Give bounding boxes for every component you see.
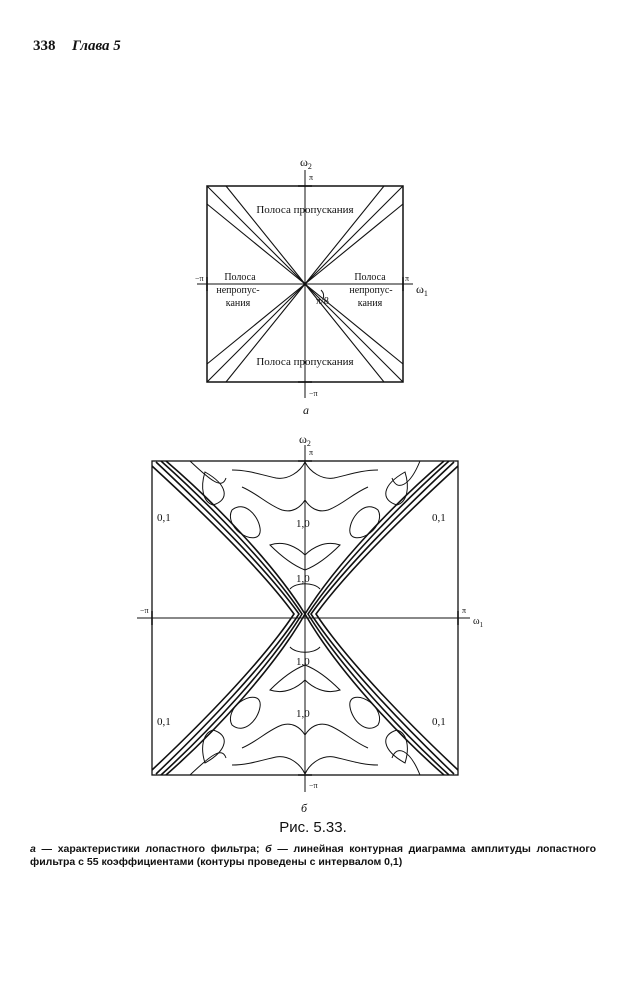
contour-label-1-0: 1,0 — [296, 656, 310, 668]
contour-label-0-1: 0,1 — [157, 716, 171, 728]
contour-label-0-1: 0,1 — [157, 512, 171, 524]
figure-a-omega2-label: $\omega_2$ — [300, 155, 312, 171]
figure-a-pi-right: π — [405, 274, 410, 283]
figure-b — [137, 445, 470, 792]
stopband-left-line1: Полоса — [224, 272, 256, 283]
caption-b-text: — линейная контурная диаграмма амплитуды лопастного фильтра с 55 коэффициентами (контуры проведены с интервалом 0,1) — [30, 843, 597, 868]
figure-b-omega2-label: $\omega_2$ — [299, 432, 311, 448]
figure-a-pi-left: −π — [195, 274, 204, 283]
contour-label-1-0: 1,0 — [296, 518, 310, 530]
caption-a-letter: а — [30, 843, 36, 855]
chapter-title: Глава 5 — [72, 38, 121, 54]
caption-b-letter: б — [265, 843, 272, 855]
figure-caption-title: Рис. 5.33. — [279, 819, 347, 836]
figure-a-pi-bottom: −π — [309, 389, 318, 398]
figure-a-omega1-label: $\omega_1$ — [416, 282, 428, 298]
figure-a-pi-top: π — [309, 173, 314, 182]
caption-a-text: — характеристики лопастного фильтра; — [35, 843, 266, 855]
figure-b-pi-left: −π — [140, 606, 149, 615]
stopband-right-line3: кания — [357, 298, 383, 309]
stopband-left-line3: кания — [225, 298, 251, 309]
page-number: 338 — [33, 38, 56, 54]
stopband-left-line2: непропус- — [216, 285, 260, 296]
passband-bottom-label: Полоса пропускания — [256, 356, 354, 368]
contour-label-1-0: 1,0 — [296, 708, 310, 720]
passband-top-label: Полоса пропускания — [256, 204, 354, 216]
stopband-right-line2: непропус- — [349, 285, 393, 296]
figure-b-pi-right: π — [462, 606, 467, 615]
figure-b-omega1-label: $\omega_1$ — [473, 616, 484, 629]
figure-b-pi-bottom: −π — [309, 781, 318, 790]
figure-b-pi-top: π — [309, 448, 314, 457]
contour-label-1-0: 1,0 — [296, 573, 310, 585]
figure-b-label: б — [301, 801, 308, 815]
contour-label-0-1: 0,1 — [432, 512, 446, 524]
figure-a-label: а — [303, 403, 309, 417]
figure-caption-text — [30, 843, 596, 869]
angle-label: π/8 — [316, 296, 329, 307]
contour-label-0-1: 0,1 — [432, 716, 446, 728]
stopband-right-line1: Полоса — [354, 272, 386, 283]
